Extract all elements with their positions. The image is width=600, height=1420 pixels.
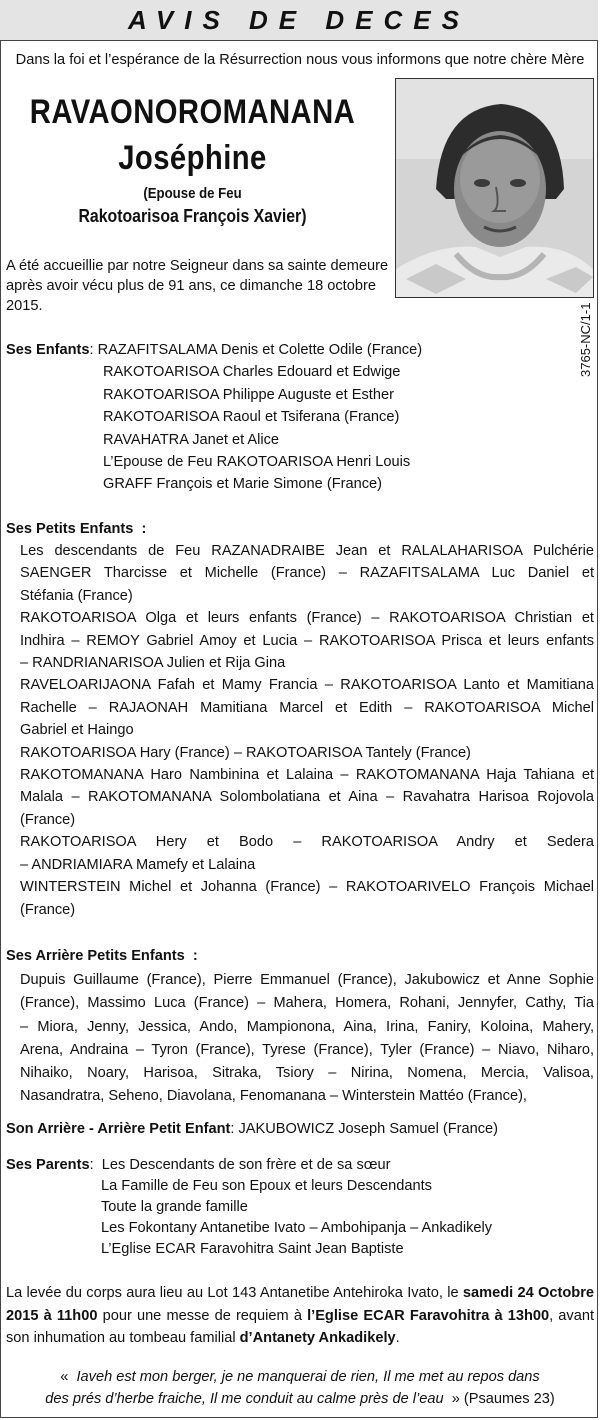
petits-enfants-list: [20, 540, 594, 921]
parents-label: Ses Parents: [6, 1157, 90, 1173]
quote-reference: (Psaumes 23): [463, 1391, 555, 1407]
funeral-cemetery: d’Antanety Ankadikely: [239, 1330, 396, 1346]
enfant-item: RAKOTOARISOA Charles Edouard et Edwige: [103, 364, 401, 381]
arriere-line: Arena, Andraina – Tyron (France), Tyrese (France), Tyler (France) – Niavo, Niharo,: [20, 1041, 594, 1058]
petits-enfants-line: WINTERSTEIN Michel et Johanna (France) – RAKOTOARIVELO François Michael: [20, 879, 594, 896]
arriere-arriere-name: JAKUBOWICZ Joseph Samuel (France): [238, 1121, 499, 1137]
intro-text: Dans la foi et l’espérance de la Résurrection nous vous informons que notre chère Mère: [15, 52, 585, 68]
deceased-firstname: Joséphine: [118, 139, 267, 177]
arriere-line: (France), Massimo Luca (France) – Mahera, Homera, Rohani, Jennyfer, Cathy, Tia: [20, 995, 594, 1012]
petits-enfants-line: (France): [20, 901, 76, 918]
petits-enfants-line: Stéfania (France): [20, 587, 133, 604]
petits-enfants-line: (France): [20, 811, 76, 828]
parents-section: Ses Parents: Les Descendants de son frère et de sa sœur La Famille de Feu son Epoux et leurs Descendants Toute la grande famille Les Fokontany Antanetibe Ivato – Ambohipanja – Ankadikely L’Eglise ECAR Faravohitra Saint Jean Baptiste: [6, 1155, 596, 1260]
deceased-surname: RAVAONOROMANANA: [29, 93, 356, 131]
arriere-arriere-section: Son Arrière - Arrière Petit Enfant: JAKUBOWICZ Joseph Samuel (France): [6, 1121, 499, 1137]
psalm-quote: [0, 1366, 600, 1410]
portrait-image: [396, 79, 593, 297]
enfant-item: RAKOTOARISOA Philippe Auguste et Esther: [103, 386, 394, 403]
enfants-section: Ses Enfants: RAZAFITSALAMA Denis et Colette Odile (France) RAKOTOARISOA Charles Edouard et Edwige RAKOTOARISOA Philippe Auguste et Esther RAKOTOARISOA Raoul et Tsiferana (France) RAVAHATRA Janet et Alice L’Epouse de Feu RAKOTOARISOA Henri Louis GRAFF François et Marie Simone (France): [6, 339, 476, 496]
arriere-petits-enfants-heading: Ses Arrière Petits Enfants :: [6, 948, 198, 964]
petits-enfants-line: Les descendants de Feu RAZANADRAIBE Jean et RALALAHARISOA Pulchérie: [20, 543, 594, 559]
quote-line: Iaveh est mon berger, je ne manquerai de rien, Il me met au repos dans: [76, 1369, 540, 1385]
funeral-text: .: [395, 1330, 400, 1346]
arriere-arriere-label: Son Arrière - Arrière Petit Enfant: [6, 1121, 231, 1137]
arriere-line: Nasandratra, Seheno, Diavolana, Fenomanana – Winterstein Mattéo (France),: [20, 1088, 527, 1105]
spouse-name: Rakotoarisoa François Xavier): [78, 206, 307, 226]
reference-code: 3765-NC/1-1: [578, 302, 593, 377]
petits-enfants-line: RAKOTOMANANA Haro Nambinina et Lalaina – RAKOTOMANANA Haja Tahiana et: [20, 767, 594, 784]
petits-enfants-line: – ANDRIAMIARA Mamefy et Lalaina: [20, 856, 256, 873]
petits-enfants-line: Malala – RAKOTOMANANA Solombolatiana et Aina – Ravahatra Harisoa Rojovola: [20, 789, 594, 806]
funeral-date: samedi 24 Octobre 2015 à 11h00: [6, 1285, 594, 1324]
petits-enfants-line: RAVELOARIJAONA Fafah et Mamy Francia – RAKOTOARISOA Lanto et Mamitiana: [20, 677, 594, 694]
parent-item: Toute la grande famille: [101, 1199, 248, 1215]
funeral-church: l’Eglise ECAR Faravohitra à 13h00: [307, 1307, 550, 1324]
spouse-intro: (Epouse de Feu: [143, 185, 242, 202]
petits-enfants-line: RAKOTOARISOA Hery et Bodo – RAKOTOARISOA Andry et Sedera: [20, 834, 594, 851]
arriere-line: Nihaiko, Noary, Harisoa, Sitraka, Tsiory – Nirina, Nomena, Mercia, Valisoa,: [20, 1065, 594, 1082]
petits-enfants-line: – RANDRIANARISOA Julien et Rija Gina: [20, 655, 286, 672]
petits-enfants-line: SAENGER Tharcisse et Michelle (France) – RAZAFITSALAMA Luc Daniel et: [20, 565, 594, 582]
funeral-text: pour une messe de requiem à: [97, 1307, 308, 1324]
funeral-text: La levée du corps aura lieu au Lot 143 Antanetibe Antehiroka Ivato, le: [6, 1285, 463, 1301]
parent-item: L’Eglise ECAR Faravohitra Saint Jean Baptiste: [101, 1241, 404, 1257]
enfant-item: RAKOTOARISOA Raoul et Tsiferana (France): [103, 409, 400, 426]
petits-enfants-line: RAKOTOARISOA Hary (France) – RAKOTOARISOA Tantely (France): [20, 744, 471, 761]
funeral-details: [6, 1282, 594, 1350]
petits-enfants-line: Rachelle – RAJAONAH Mamitiana Marcel et Edith – RAKOTOARISOA Michel: [20, 699, 594, 716]
petits-enfants-heading: Ses Petits Enfants :: [6, 521, 147, 537]
petits-enfants-line: Indhira – REMOY Gabriel Amoy et Lucia – RAKOTOARISOA Prisca et leurs enfants: [20, 632, 594, 649]
petits-enfants-line: RAKOTOARISOA Olga et leurs enfants (France) – RAKOTOARISOA Christian et: [20, 610, 594, 627]
parent-item: Les Descendants de son frère et de sa sœur: [101, 1157, 391, 1173]
enfants-label: Ses Enfants: [6, 342, 90, 358]
petits-enfants-label: Ses Petits Enfants: [6, 521, 134, 537]
enfant-item: L’Epouse de Feu RAKOTOARISOA Henri Louis: [103, 454, 411, 471]
arriere-line: Dupuis Guillaume (France), Pierre Emmanuel (France), Jakubowicz et Anne Sophie: [20, 972, 594, 988]
quote-open: «: [60, 1369, 69, 1385]
petits-enfants-line: Gabriel et Haingo: [20, 722, 134, 739]
accueil-text: A été accueillie par notre Seigneur dans sa sainte demeure après avoir vécu plus de 91 ans, ce dimanche 18 octobre 2015.: [6, 258, 389, 314]
parent-item: Les Fokontany Antanetibe Ivato – Ambohipanja – Ankadikely: [101, 1220, 493, 1236]
parent-item: La Famille de Feu son Epoux et leurs Descendants: [101, 1178, 432, 1194]
portrait-photo: [395, 78, 594, 298]
quote-line: des prés d’herbe fraiche, Il me conduit au calme près de l’eau: [45, 1391, 444, 1407]
arriere-petits-enfants-label: Ses Arrière Petits Enfants: [6, 948, 185, 964]
notice-banner: AVIS DE DECES: [0, 0, 598, 41]
quote-close: »: [451, 1391, 460, 1407]
funeral-text: , avant son inhumation au tombeau familial: [6, 1307, 595, 1346]
arriere-line: – Miora, Jenny, Jessica, Ando, Mampionona, Aina, Irina, Faniry, Koloina, Mahery,: [20, 1018, 594, 1035]
enfant-item: RAVAHATRA Janet et Alice: [103, 431, 280, 448]
enfant-item: RAZAFITSALAMA Denis et Colette Odile (France): [97, 342, 423, 358]
enfant-item: GRAFF François et Marie Simone (France): [103, 476, 382, 493]
arriere-petits-enfants-list: [20, 969, 594, 1109]
